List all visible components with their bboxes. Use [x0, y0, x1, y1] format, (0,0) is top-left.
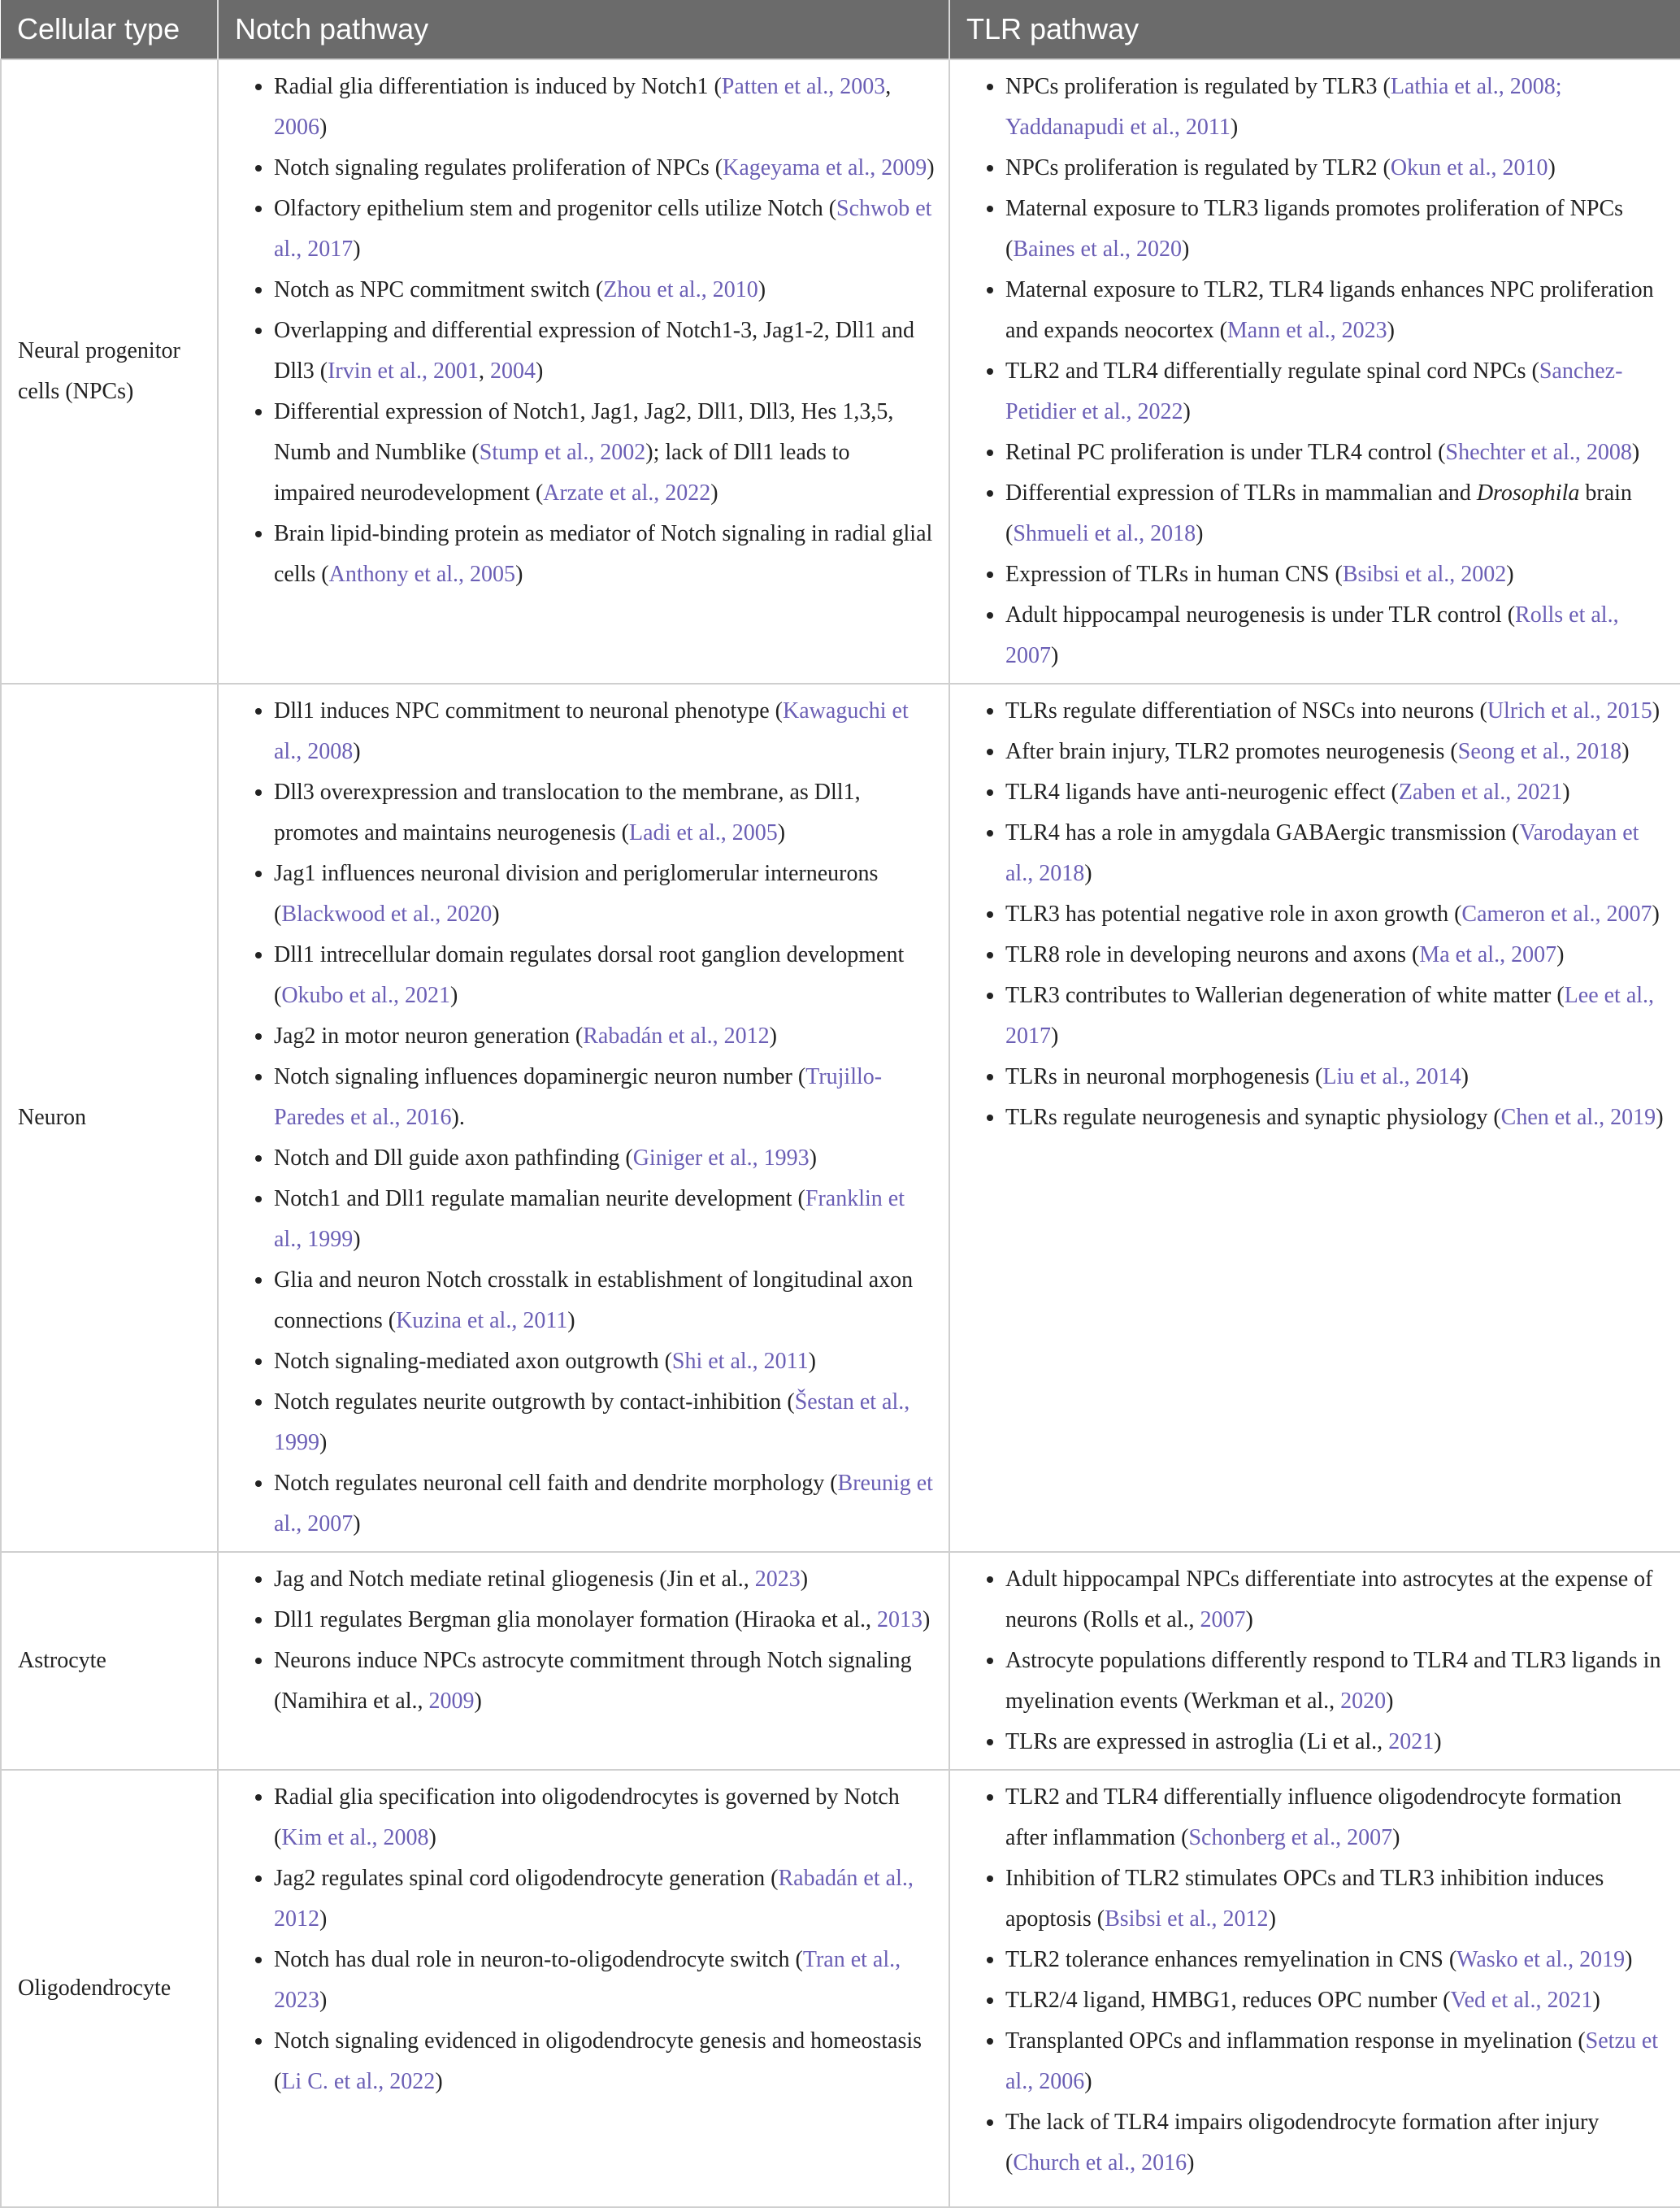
item-text: Notch signaling regulates proliferation of NPCs (	[274, 155, 723, 180]
citation-link[interactable]: Kawaguchi et al., 2008	[274, 698, 909, 764]
item-text: Dll1 regulates Bergman glia monolayer formation (Hiraoka et al.,	[274, 1607, 878, 1632]
item-text: NPCs proliferation is regulated by TLR3 (	[1005, 74, 1391, 99]
citation-link[interactable]: Li C. et al., 2022	[281, 2069, 436, 2094]
item-text: )	[1181, 237, 1190, 262]
tlr-list	[963, 1559, 1667, 1762]
cell-type: Neural progenitor cells (NPCs)	[1, 59, 218, 684]
item-text: Inhibition of TLR2 stimulates OPCs and TLR3 inhibition induces apoptosis (	[1005, 1866, 1604, 1932]
item-text: TLR2 and TLR4 differentially influence oligodendrocyte formation after inflammation (	[1005, 1784, 1621, 1850]
citation-link[interactable]: Schonberg et al., 2007	[1188, 1825, 1393, 1850]
citation-link[interactable]: Tran et al., 2023	[274, 1947, 901, 2013]
item-text: NPCs proliferation is regulated by TLR2 (	[1005, 155, 1391, 180]
tlr-list	[963, 691, 1667, 1138]
item-text: Maternal exposure to TLR2, TLR4 ligands enhances NPC proliferation and expands neocortex (	[1005, 277, 1654, 343]
item-text: )	[1625, 1947, 1633, 1972]
list-item	[274, 67, 936, 148]
item-text: )	[449, 983, 458, 1008]
italic-text: Drosophila	[1476, 480, 1580, 506]
citation-link[interactable]: 2021	[1388, 1729, 1435, 1754]
item-text: )	[1268, 1906, 1276, 1932]
item-text: Brain lipid-binding protein as mediator of Notch signaling in radial glial cells (	[274, 521, 933, 587]
item-text: The lack of TLR4 impairs oligodendrocyte formation after injury (	[1005, 2110, 1600, 2175]
item-text: Jag1 influences neuronal division and periglomerular interneurons (	[274, 861, 879, 927]
citation-link[interactable]: Zhou et al., 2010	[603, 277, 758, 302]
item-text: )	[1548, 155, 1556, 180]
item-text: TLR4 has a role in amygdala GABAergic transmission (	[1005, 820, 1520, 845]
item-text: )	[1230, 115, 1239, 140]
item-text: )	[1652, 698, 1660, 724]
list-item	[274, 1138, 936, 1179]
tlr-list	[963, 67, 1667, 676]
item-text: After brain injury, TLR2 promotes neurogenesis (	[1005, 739, 1458, 764]
item-text: )	[922, 1607, 931, 1632]
list-item	[274, 514, 936, 595]
item-text: Notch has dual role in neuron-to-oligodendrocyte switch (	[274, 1947, 803, 1972]
list-item	[274, 1341, 936, 1382]
citation-link[interactable]: 2006	[274, 115, 319, 140]
list-item	[274, 1559, 936, 1600]
citation-link[interactable]: Anthony et al., 2005	[328, 562, 516, 587]
cell-type: Oligodendrocyte	[1, 1770, 218, 2207]
citation-link[interactable]: Wasko et al., 2019	[1456, 1947, 1626, 1972]
list-item	[274, 935, 936, 1016]
list-item	[274, 1260, 936, 1341]
citation-link[interactable]: Ma et al., 2007	[1419, 942, 1557, 967]
list-item	[1005, 772, 1667, 813]
item-text: Astrocyte populations differently respond to TLR4 and TLR3 ligands in myelination events (Werkman et al.,	[1005, 1648, 1661, 1714]
item-text: Neurons induce NPCs astrocyte commitment through Notch signaling (Namihira et al.,	[274, 1648, 912, 1714]
citation-link[interactable]: Ulrich et al., 2015	[1487, 698, 1652, 724]
citation-link[interactable]: Okun et al., 2010	[1390, 155, 1548, 180]
item-text: )	[1556, 942, 1565, 967]
cell-tlr	[949, 684, 1680, 1552]
citation-link[interactable]: Blackwood et al., 2020	[281, 902, 493, 927]
cell-notch	[218, 59, 949, 684]
item-text: Differential expression of Notch1, Jag1, Jag2, Dll1, Dll3, Hes 1,3,5, Numb and Numblike (	[274, 399, 894, 465]
list-item	[1005, 1777, 1667, 1858]
list-item	[274, 189, 936, 270]
notch-list	[232, 1559, 936, 1722]
citation-link[interactable]: Lathia et al., 2008; Yaddanapudi et al., 2011	[1005, 74, 1562, 140]
item-text: Olfactory epithelium stem and progenitor cells utilize Notch (	[274, 196, 837, 221]
cell-tlr	[949, 1770, 1680, 2207]
item-text: Radial glia specification into oligodendrocytes is governed by Notch (	[274, 1784, 900, 1850]
list-item	[1005, 189, 1667, 270]
list-item	[1005, 2102, 1667, 2184]
cell-notch	[218, 1552, 949, 1770]
item-text: )	[800, 1567, 809, 1592]
item-text: )	[809, 1145, 817, 1171]
citation-link[interactable]: Shmueli et al., 2018	[1013, 521, 1196, 546]
item-text: )	[1245, 1607, 1253, 1632]
item-text: TLRs regulate neurogenesis and synaptic physiology (	[1005, 1105, 1501, 1130]
list-item	[274, 1641, 936, 1722]
citation-link[interactable]: Bsibsi et al., 2012	[1105, 1906, 1269, 1932]
item-text: )	[1434, 1729, 1442, 1754]
citation-link[interactable]: Kageyama et al., 2009	[723, 155, 927, 180]
item-text: )	[808, 1349, 816, 1374]
list-item	[1005, 432, 1667, 473]
notch-list	[232, 67, 936, 595]
table-row	[1, 1770, 1680, 2207]
item-text: )	[710, 480, 718, 506]
table-row	[1, 59, 1680, 684]
item-text: )	[474, 1689, 482, 1714]
list-item	[1005, 1097, 1667, 1138]
citation-link[interactable]: Lee et al., 2017	[1005, 983, 1655, 1049]
citation-link[interactable]: 2009	[428, 1689, 475, 1714]
cell-notch	[218, 684, 949, 1552]
item-text: TLRs regulate differentiation of NSCs into neurons (	[1005, 698, 1487, 724]
item-text: Notch signaling influences dopaminergic neuron number (	[274, 1064, 806, 1089]
citation-link[interactable]: Šestan et al., 1999	[274, 1389, 910, 1455]
item-text: )	[319, 115, 328, 140]
citation-link[interactable]: Okubo et al., 2021	[281, 983, 450, 1008]
item-text: )	[319, 1988, 328, 2013]
item-text: )	[769, 1024, 777, 1049]
item-text: Notch regulates neuronal cell faith and dendrite morphology (	[274, 1471, 838, 1496]
item-text: TLR2/4 ligand, HMBG1, reduces OPC number (	[1005, 1988, 1451, 2013]
item-text: )	[1562, 780, 1570, 805]
table-row	[1, 1552, 1680, 1770]
citation-link[interactable]: Liu et al., 2014	[1322, 1064, 1461, 1089]
citation-link[interactable]: Stump et al., 2002	[479, 440, 646, 465]
citation-link[interactable]: Sanchez-Petidier et al., 2022	[1005, 359, 1623, 424]
item-text: Expression of TLRs in human CNS (	[1005, 562, 1343, 587]
citation-link[interactable]: 2023	[754, 1567, 801, 1592]
item-text: Jag2 regulates spinal cord oligodendrocyte generation (	[274, 1866, 779, 1891]
list-item	[1005, 1940, 1667, 1980]
citation-link[interactable]: Rabadán et al., 2012	[583, 1024, 770, 1049]
item-text: )	[1387, 318, 1395, 343]
citation-link[interactable]: Baines et al., 2020	[1013, 237, 1182, 262]
citation-link[interactable]: Chen et al., 2019	[1500, 1105, 1656, 1130]
list-item	[1005, 595, 1667, 676]
list-item	[1005, 473, 1667, 554]
item-text: TLR2 and TLR4 differentially regulate spinal cord NPCs (	[1005, 359, 1539, 384]
item-text: )	[319, 1906, 328, 1932]
item-text: )	[319, 1430, 328, 1455]
list-item	[1005, 148, 1667, 189]
list-item	[1005, 1057, 1667, 1097]
notch-list	[232, 691, 936, 1545]
item-text: )	[1592, 1988, 1600, 2013]
list-item	[274, 1777, 936, 1858]
citation-link[interactable]: Bsibsi et al., 2002	[1342, 562, 1507, 587]
item-text: Adult hippocampal neurogenesis is under TLR control (	[1005, 602, 1516, 628]
citation-link[interactable]: 2013	[877, 1607, 923, 1632]
citation-link[interactable]: Rabadán et al., 2012	[274, 1866, 914, 1932]
item-text: Dll1 induces NPC commitment to neuronal phenotype (	[274, 698, 784, 724]
notch-list	[232, 1777, 936, 2102]
item-text: ,	[478, 359, 490, 384]
item-text: )	[353, 1227, 361, 1252]
item-text: Adult hippocampal NPCs differentiate into astrocytes at the expense of neurons (Rolls et al.,	[1005, 1567, 1653, 1632]
citation-link[interactable]: Trujillo-Paredes et al., 2016	[274, 1064, 883, 1130]
item-text: Notch as NPC commitment switch (	[274, 277, 604, 302]
citation-link[interactable]: Zaben et al., 2021	[1398, 780, 1563, 805]
list-item	[1005, 270, 1667, 351]
item-text: )	[492, 902, 500, 927]
citation-link[interactable]: Kuzina et al., 2011	[396, 1308, 568, 1333]
list-item	[274, 1179, 936, 1260]
citation-link[interactable]: Rolls et al., 2007	[1005, 602, 1619, 668]
item-text: Notch and Dll guide axon pathfinding (	[274, 1145, 633, 1171]
list-item	[274, 854, 936, 935]
item-text: )	[515, 562, 523, 587]
list-item	[274, 392, 936, 514]
item-text: )	[1631, 440, 1640, 465]
list-item	[274, 691, 936, 772]
item-text: Maternal exposure to TLR3 ligands promotes proliferation of NPCs (	[1005, 196, 1624, 262]
cell-type: Neuron	[1, 684, 218, 1552]
citation-link[interactable]: Patten et al., 2003	[721, 74, 886, 99]
list-item	[1005, 1980, 1667, 2021]
citation-link[interactable]: Shi et al., 2011	[671, 1349, 809, 1374]
list-item	[1005, 935, 1667, 976]
list-item	[274, 1600, 936, 1641]
item-text: TLR3 has potential negative role in axon growth (	[1005, 902, 1462, 927]
list-item	[274, 1382, 936, 1463]
item-text: Radial glia differentiation is induced by Notch1 (	[274, 74, 722, 99]
citation-link[interactable]: Seong et al., 2018	[1457, 739, 1622, 764]
list-item	[1005, 894, 1667, 935]
item-text: )	[1392, 1825, 1400, 1850]
citation-link[interactable]: 2004	[489, 359, 536, 384]
list-item	[274, 1940, 936, 2021]
citation-link[interactable]: Varodayan et al., 2018	[1005, 820, 1639, 886]
item-text: Jag2 in motor neuron generation (	[274, 1024, 584, 1049]
item-text: TLRs in neuronal morphogenesis (	[1005, 1064, 1323, 1089]
list-item	[1005, 67, 1667, 148]
list-item	[274, 1016, 936, 1057]
citation-link[interactable]: Mann et al., 2023	[1226, 318, 1387, 343]
citation-link[interactable]: Setzu et al., 2006	[1005, 2028, 1659, 2094]
item-text: )	[1386, 1689, 1394, 1714]
item-text: Retinal PC proliferation is under TLR4 control (	[1005, 440, 1446, 465]
citation-link[interactable]: Giniger et al., 1993	[632, 1145, 810, 1171]
item-text: )	[777, 820, 786, 845]
item-text: )	[353, 739, 361, 764]
item-text: Notch regulates neurite outgrowth by contact-inhibition (	[274, 1389, 795, 1415]
item-text: ); lack of Dll1 leads to impaired neurodevelopment (	[274, 440, 850, 506]
header-tlr-pathway: TLR pathway	[949, 0, 1680, 59]
item-text: )	[1656, 1105, 1664, 1130]
list-item	[274, 1463, 936, 1545]
item-text: Jag and Notch mediate retinal gliogenesis (Jin et al.,	[274, 1567, 755, 1592]
list-item	[274, 1858, 936, 1940]
citation-link[interactable]: Ladi et al., 2005	[629, 820, 778, 845]
item-text: TLR2 tolerance enhances remyelination in CNS (	[1005, 1947, 1457, 1972]
item-text: )	[758, 277, 766, 302]
list-item	[274, 772, 936, 854]
item-text: )	[535, 359, 544, 384]
item-text: )	[1084, 861, 1092, 886]
citation-link[interactable]: Shechter et al., 2008	[1445, 440, 1632, 465]
table-row	[1, 684, 1680, 1552]
item-text: Differential expression of TLRs in mammalian and	[1005, 480, 1477, 506]
list-item	[1005, 1641, 1667, 1722]
tlr-list	[963, 1777, 1667, 2184]
citation-link[interactable]: 2007	[1200, 1607, 1246, 1632]
list-item	[1005, 976, 1667, 1057]
item-text: Notch1 and Dll1 regulate mamalian neurite development (	[274, 1186, 805, 1211]
item-text: TLR4 ligands have anti-neurogenic effect (	[1005, 780, 1399, 805]
item-text: )	[1196, 521, 1204, 546]
item-text: Dll3 overexpression and translocation to the membrane, as Dll1, promotes and maintains neurogenesis (	[274, 780, 861, 845]
item-text: Overlapping and differential expression of Notch1-3, Jag1-2, Dll1 and Dll3 (	[274, 318, 914, 384]
list-item	[274, 1057, 936, 1138]
item-text: )	[1652, 902, 1660, 927]
item-text: )	[927, 155, 935, 180]
citation-link[interactable]: Kim et al., 2008	[281, 1825, 429, 1850]
item-text: )	[1051, 1024, 1059, 1049]
citation-link[interactable]: Cameron et al., 2007	[1461, 902, 1652, 927]
list-item	[1005, 1858, 1667, 1940]
cell-tlr	[949, 59, 1680, 684]
header-cellular-type: Cellular type	[1, 0, 218, 59]
item-text: )	[1084, 2069, 1092, 2094]
citation-link[interactable]: Breunig et al., 2007	[274, 1471, 933, 1536]
item-text: ,	[885, 74, 892, 99]
list-item	[1005, 554, 1667, 595]
item-text: )	[1506, 562, 1514, 587]
cell-notch	[218, 1770, 949, 2207]
item-text: Notch signaling-mediated axon outgrowth (	[274, 1349, 672, 1374]
item-text: Glia and neuron Notch crosstalk in establishment of longitudinal axon connections (	[274, 1267, 914, 1333]
item-text: )	[435, 2069, 443, 2094]
list-item	[1005, 1559, 1667, 1641]
list-item	[274, 311, 936, 392]
list-item	[274, 270, 936, 311]
item-text: Notch signaling evidenced in oligodendrocyte genesis and homeostasis (	[274, 2028, 922, 2094]
item-text: Transplanted OPCs and inflammation response in myelination (	[1005, 2028, 1586, 2054]
list-item	[1005, 2021, 1667, 2102]
item-text: TLR3 contributes to Wallerian degeneration of white matter (	[1005, 983, 1565, 1008]
item-text: )	[1051, 643, 1059, 668]
item-text: TLRs are expressed in astroglia (Li et al.,	[1005, 1729, 1389, 1754]
list-item	[1005, 691, 1667, 732]
item-text: )	[428, 1825, 436, 1850]
list-item	[1005, 351, 1667, 432]
list-item	[1005, 1722, 1667, 1762]
item-text: ).	[451, 1105, 465, 1130]
item-text: )	[567, 1308, 575, 1333]
item-text: )	[1621, 739, 1630, 764]
cell-type: Astrocyte	[1, 1552, 218, 1770]
item-text: )	[1183, 399, 1191, 424]
citation-link[interactable]: Franklin et al., 1999	[274, 1186, 905, 1252]
item-text: )	[353, 1511, 361, 1536]
citation-link[interactable]: Arzate et al., 2022	[543, 480, 711, 506]
list-item	[1005, 813, 1667, 894]
item-text: )	[353, 237, 361, 262]
citation-link[interactable]: Church et al., 2016	[1013, 2150, 1187, 2175]
citation-link[interactable]: Ved et al., 2021	[1450, 1988, 1593, 2013]
list-item	[274, 2021, 936, 2102]
list-item	[274, 148, 936, 189]
item-text: )	[1461, 1064, 1469, 1089]
citation-link[interactable]: Schwob et al., 2017	[274, 196, 932, 262]
header-notch-pathway: Notch pathway	[218, 0, 949, 59]
item-text: brain (	[1005, 480, 1632, 546]
item-text: TLR8 role in developing neurons and axons (	[1005, 942, 1420, 967]
list-item	[1005, 732, 1667, 772]
cell-tlr	[949, 1552, 1680, 1770]
item-text: Dll1 intrecellular domain regulates dorsal root ganglion development (	[274, 942, 905, 1008]
header-row	[1, 0, 1680, 59]
citation-link[interactable]: Irvin et al., 2001	[328, 359, 479, 384]
citation-link[interactable]: 2020	[1340, 1689, 1387, 1714]
item-text: )	[1187, 2150, 1195, 2175]
